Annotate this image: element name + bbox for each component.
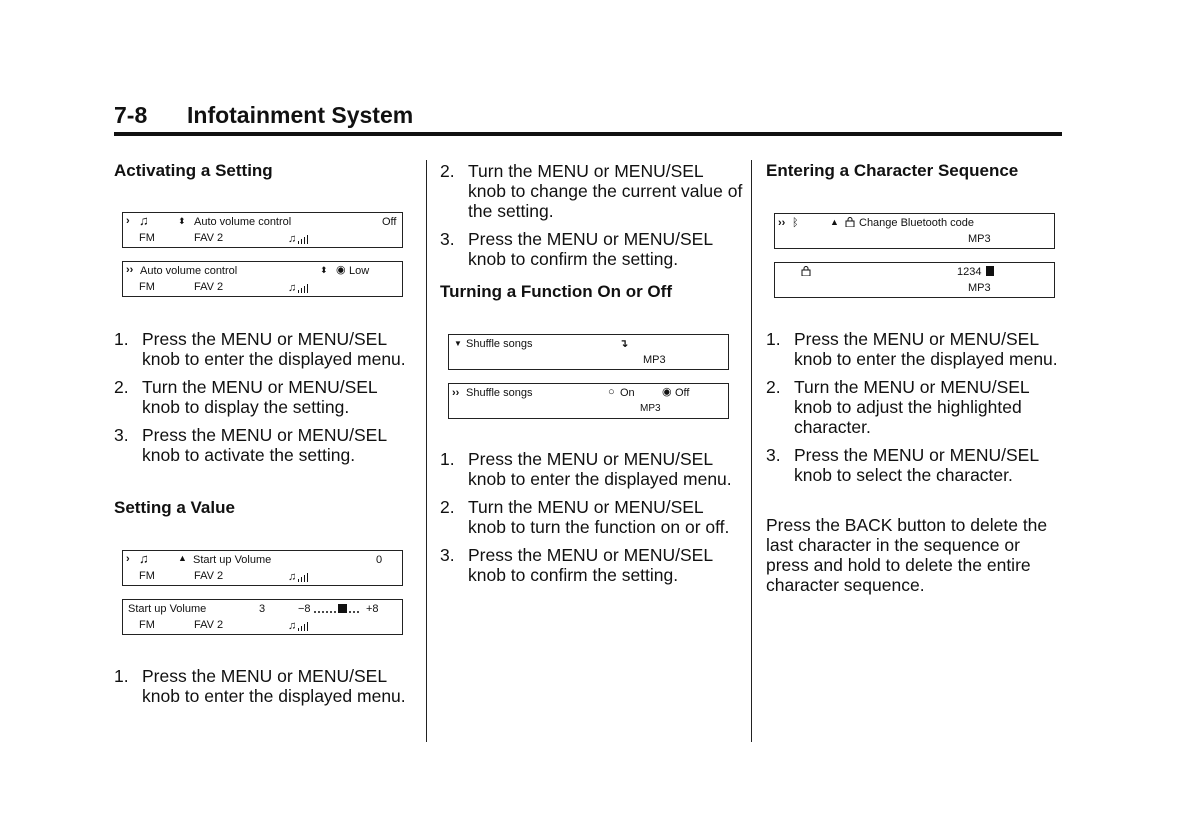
display-label: Auto volume control: [140, 265, 238, 277]
display-value: Off: [382, 216, 397, 228]
band-label: FM: [139, 570, 155, 582]
chevron-right-icon: ›: [126, 553, 130, 565]
display-shuffle-songs-options: [448, 383, 729, 419]
character-cursor: [986, 266, 994, 276]
display-shuffle-songs: [448, 334, 729, 370]
source-label: MP3: [968, 282, 991, 294]
source-label: MP3: [640, 403, 661, 414]
option-on-label: On: [620, 387, 635, 399]
page-header: [114, 100, 1062, 136]
page-title: Infotainment System: [187, 102, 414, 128]
radio-unselected-icon: ○: [608, 386, 615, 398]
favorite-label: FAV 2: [194, 232, 224, 244]
display-label: Auto volume control: [194, 216, 292, 228]
display-start-up-volume-slider: [122, 599, 403, 635]
list-item: 1. Press the MENU or MENU/SEL knob to enter the displayed menu.: [440, 449, 732, 489]
up-down-arrow-icon: ⬍: [178, 216, 186, 226]
display-label: Shuffle songs: [466, 338, 533, 350]
display-change-bluetooth-code: [774, 213, 1055, 249]
signal-strength-icon: ♫: [288, 283, 314, 293]
list-item: 2. Turn the MENU or MENU/SEL knob to adjust the highlighted character.: [766, 377, 1030, 437]
signal-strength-icon: ♫: [288, 234, 314, 244]
volume-scale-bar: [313, 603, 361, 614]
display-label: Start up Volume: [193, 554, 272, 566]
band-label: FM: [139, 281, 155, 293]
list-item: 2. Turn the MENU or MENU/SEL knob to display the setting.: [114, 377, 378, 417]
lock-icon: [801, 266, 811, 276]
radio-selected-icon: ◉: [336, 264, 346, 276]
bluetooth-icon: ᛒ: [792, 217, 799, 229]
radio-selected-icon: ◉: [662, 386, 672, 398]
display-auto-volume-off: [122, 212, 403, 248]
column-divider: [426, 160, 427, 742]
page-number: 7-8: [114, 102, 148, 128]
display-label: Change Bluetooth code: [859, 217, 974, 229]
signal-strength-icon: ♫: [288, 621, 314, 631]
list-item: 3. Press the MENU or MENU/SEL knob to confirm the setting.: [440, 545, 713, 585]
option-off-label: Off: [675, 387, 690, 399]
list-item: 3. Press the MENU or MENU/SEL knob to confirm the setting.: [440, 229, 713, 269]
display-value: Low: [349, 265, 370, 277]
list-item: 1. Press the MENU or MENU/SEL knob to enter the displayed menu.: [114, 329, 406, 369]
steps-activating-setting: [114, 329, 419, 473]
steps-setting-value: [114, 666, 419, 714]
section-heading-activating-setting: Activating a Setting: [114, 161, 273, 180]
section-heading-setting-value: Setting a Value: [114, 498, 235, 517]
up-arrow-icon: ▲: [830, 217, 839, 227]
display-auto-volume-low: [122, 261, 403, 297]
favorite-label: FAV 2: [194, 281, 224, 293]
up-arrow-icon: ▲: [178, 553, 187, 563]
down-arrow-icon: ▼: [454, 339, 462, 348]
music-note-icon: ♫: [139, 551, 149, 566]
double-chevron-right-icon: ››: [778, 217, 786, 229]
music-note-icon: ♫: [139, 213, 149, 228]
back-button-paragraph: Press the BACK button to delete the last character in the sequence or press and hold to delete the entire character sequence.: [766, 515, 1048, 595]
favorite-label: FAV 2: [194, 619, 224, 631]
display-value: 0: [376, 554, 383, 566]
display-label: Start up Volume: [128, 603, 207, 615]
list-item: 2. Turn the MENU or MENU/SEL knob to change the current value of the setting.: [440, 161, 743, 221]
display-label: Shuffle songs: [466, 387, 533, 399]
source-label: MP3: [968, 233, 991, 245]
chevron-right-icon: ›: [126, 215, 130, 227]
list-item: 3. Press the MENU or MENU/SEL knob to activate the setting.: [114, 425, 387, 465]
display-value: 3: [259, 603, 266, 615]
signal-strength-icon: ♫: [288, 572, 314, 582]
section-heading-function-on-off: Turning a Function On or Off: [440, 282, 672, 301]
double-chevron-right-icon: ››: [126, 264, 134, 276]
turn-arrow-icon: ↴: [619, 338, 629, 350]
up-down-arrow-icon: ⬍: [320, 265, 328, 275]
steps-function-on-off: [440, 449, 745, 593]
double-chevron-right-icon: ››: [452, 387, 460, 399]
favorite-label: FAV 2: [194, 570, 224, 582]
source-label: MP3: [643, 354, 666, 366]
list-item: 1. Press the MENU or MENU/SEL knob to enter the displayed menu.: [766, 329, 1058, 369]
scale-max-label: +8: [366, 603, 379, 615]
list-item: 1. Press the MENU or MENU/SEL knob to enter the displayed menu.: [114, 666, 406, 706]
steps-setting-value-continued: [440, 161, 745, 277]
section-heading-character-sequence: Entering a Character Sequence: [766, 161, 1019, 180]
list-item: 2. Turn the MENU or MENU/SEL knob to turn the function on or off.: [440, 497, 730, 537]
list-item: 3. Press the MENU or MENU/SEL knob to select the character.: [766, 445, 1039, 485]
display-start-up-volume: [122, 550, 403, 586]
steps-character-sequence: [766, 329, 1071, 493]
scale-min-label: −8: [298, 603, 311, 615]
code-value: 1234: [957, 266, 982, 278]
display-bluetooth-code-entry: [774, 262, 1055, 298]
band-label: FM: [139, 232, 155, 244]
column-divider: [751, 160, 752, 742]
band-label: FM: [139, 619, 155, 631]
lock-icon: [845, 217, 855, 227]
